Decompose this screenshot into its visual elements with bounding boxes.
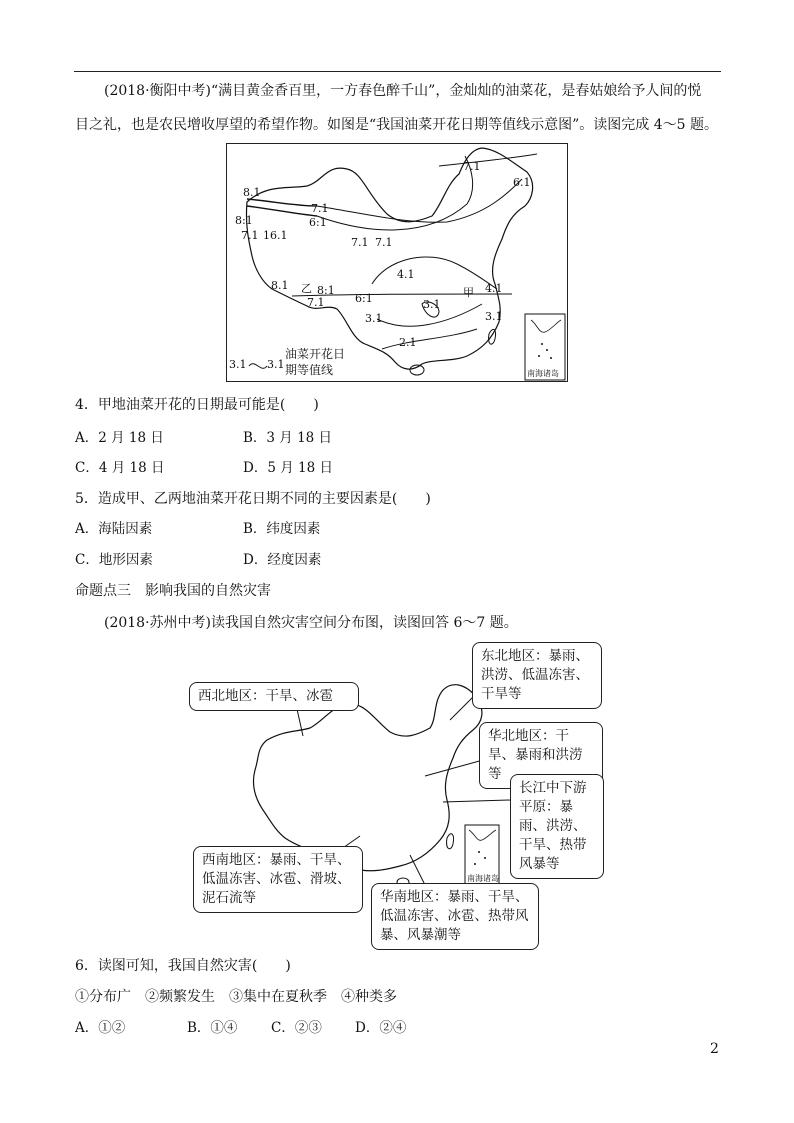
label-3-1-a: 3.1 bbox=[423, 298, 441, 311]
q6-stem: 6．读图可知，我国自然灾害( ) bbox=[75, 958, 291, 974]
label-8-1-a: 8.1 bbox=[243, 186, 261, 199]
callout-northeast-text: 东北地区：暴雨、洪涝、低温冻害、干旱等 bbox=[481, 648, 589, 702]
callout-northwest bbox=[189, 682, 359, 711]
q6-option-b[interactable]: B．①④ bbox=[187, 1020, 238, 1036]
isoline-2-1 bbox=[382, 329, 477, 349]
china-outline-2 bbox=[253, 685, 482, 871]
q6-option-a[interactable]: A．①② bbox=[75, 1020, 126, 1036]
taiwan-island-2 bbox=[447, 834, 454, 849]
label-yi: 乙 bbox=[301, 282, 312, 295]
label-7-1-e: 7.1 bbox=[375, 236, 393, 249]
q5-option-c[interactable]: C．地形因素 bbox=[75, 552, 153, 568]
label-6-1-b: 6:1 bbox=[309, 216, 327, 229]
china-outline bbox=[246, 148, 532, 369]
label-8-1-d: 8:1 bbox=[317, 284, 335, 297]
label-jia: 甲 bbox=[463, 286, 474, 299]
q6-items: ①分布广 ②频繁发生 ③集中在夏秋季 ④种类多 bbox=[75, 989, 397, 1005]
label-4-1-a: 4.1 bbox=[397, 268, 415, 281]
label-3-1-b: 3.1 bbox=[365, 312, 383, 325]
label-7-1-d: 7.1 bbox=[351, 236, 369, 249]
callout-yangtze bbox=[510, 774, 604, 879]
label-7-1-a: 7.1 bbox=[463, 160, 481, 173]
isoline-7-1-north bbox=[439, 154, 537, 166]
callout-south-text: 华南地区：暴雨、干旱、低温冻害、冰雹、热带风暴、风暴潮等 bbox=[380, 889, 529, 943]
q4-option-b[interactable]: B．3 月 18 日 bbox=[243, 430, 333, 446]
isoline-4-1 bbox=[372, 257, 497, 289]
q6-option-d[interactable]: D．②④ bbox=[355, 1020, 407, 1036]
label-4-1-b: 4.1 bbox=[485, 282, 503, 295]
label-8-1-c: 8.1 bbox=[271, 279, 289, 292]
callout-northwest-text: 西北地区：干旱、冰雹 bbox=[198, 688, 333, 704]
isoline-west-a bbox=[247, 199, 317, 206]
q6-option-c[interactable]: C．②③ bbox=[271, 1020, 322, 1036]
disaster-map bbox=[185, 640, 605, 945]
header-rule bbox=[74, 71, 721, 72]
label-7-1-b: 7.1 bbox=[311, 202, 329, 215]
legend-text-2: 期等值线 bbox=[285, 363, 334, 377]
inset-label-2: 南海诸岛 bbox=[467, 874, 499, 883]
label-3-1-c: 3.1 bbox=[485, 310, 503, 323]
q5-stem: 5．造成甲、乙两地油菜开花日期不同的主要因素是( ) bbox=[75, 491, 431, 507]
rapeseed-map bbox=[226, 143, 568, 382]
hainan-island bbox=[410, 365, 424, 375]
callout-southwest-text: 西南地区：暴雨、干旱、低温冻害、冰雹、滑坡、泥石流等 bbox=[202, 852, 351, 906]
q5-option-d[interactable]: D．经度因素 bbox=[243, 552, 322, 568]
label-8-1-b: 8:1 bbox=[235, 214, 253, 227]
callout-yangtze-text: 长江中下游平原：暴雨、洪涝、干旱、热带风暴等 bbox=[519, 780, 587, 872]
callout-northeast bbox=[472, 642, 602, 709]
isoline-6-1-ne bbox=[317, 179, 522, 222]
label-2-1: 2.1 bbox=[399, 336, 417, 349]
q5-option-a[interactable]: A．海陆因素 bbox=[75, 521, 153, 537]
isoline-west-b bbox=[247, 206, 317, 216]
intro1-line2: 目之礼，也是农民增收厚望的希望作物。如图是“我国油菜开花日期等值线示意图”。读图完成 4～5 题。 bbox=[75, 117, 719, 133]
q4-option-a[interactable]: A．2 月 18 日 bbox=[75, 430, 164, 446]
legend-sample-line bbox=[249, 364, 267, 369]
q4-stem: 4．甲地油菜开花的日期最可能是( ) bbox=[75, 397, 319, 413]
q5-option-b[interactable]: B．纬度因素 bbox=[243, 521, 321, 537]
label-6-1-c: 6:1 bbox=[355, 292, 373, 305]
label-7-1-c: 7.1 bbox=[241, 229, 259, 242]
rapeseed-map-svg bbox=[227, 144, 567, 381]
label-16-1: 16.1 bbox=[263, 229, 288, 242]
callout-south bbox=[371, 883, 539, 950]
legend-3-1-right: 3.1 bbox=[267, 358, 285, 371]
callout-southwest bbox=[193, 846, 363, 913]
label-7-1-f: 7.1 bbox=[307, 296, 325, 309]
q4-option-c[interactable]: C．4 月 18 日 bbox=[75, 460, 165, 476]
legend-text-1: 油菜开花日 bbox=[285, 347, 346, 361]
legend-3-1-left: 3.1 bbox=[229, 358, 247, 371]
intro2: (2018·苏州中考)读我国自然灾害空间分布图，读图回答 6～7 题。 bbox=[104, 615, 518, 631]
label-6-1-a: 6.1 bbox=[513, 176, 531, 189]
callout-north-text: 华北地区：干旱、暴雨和洪涝等 bbox=[488, 728, 583, 782]
inset-label: 南海诸岛 bbox=[527, 369, 559, 378]
intro1-line1: (2018·衡阳中考)“满目黄金香百里，一方春色醉千山”，金灿灿的油菜花，是春姑娘给予人间的悦 bbox=[104, 83, 702, 99]
page-number: 2 bbox=[710, 1041, 719, 1057]
section-heading: 命题点三 影响我国的自然灾害 bbox=[75, 583, 271, 599]
q4-option-d[interactable]: D．5 月 18 日 bbox=[243, 460, 333, 476]
